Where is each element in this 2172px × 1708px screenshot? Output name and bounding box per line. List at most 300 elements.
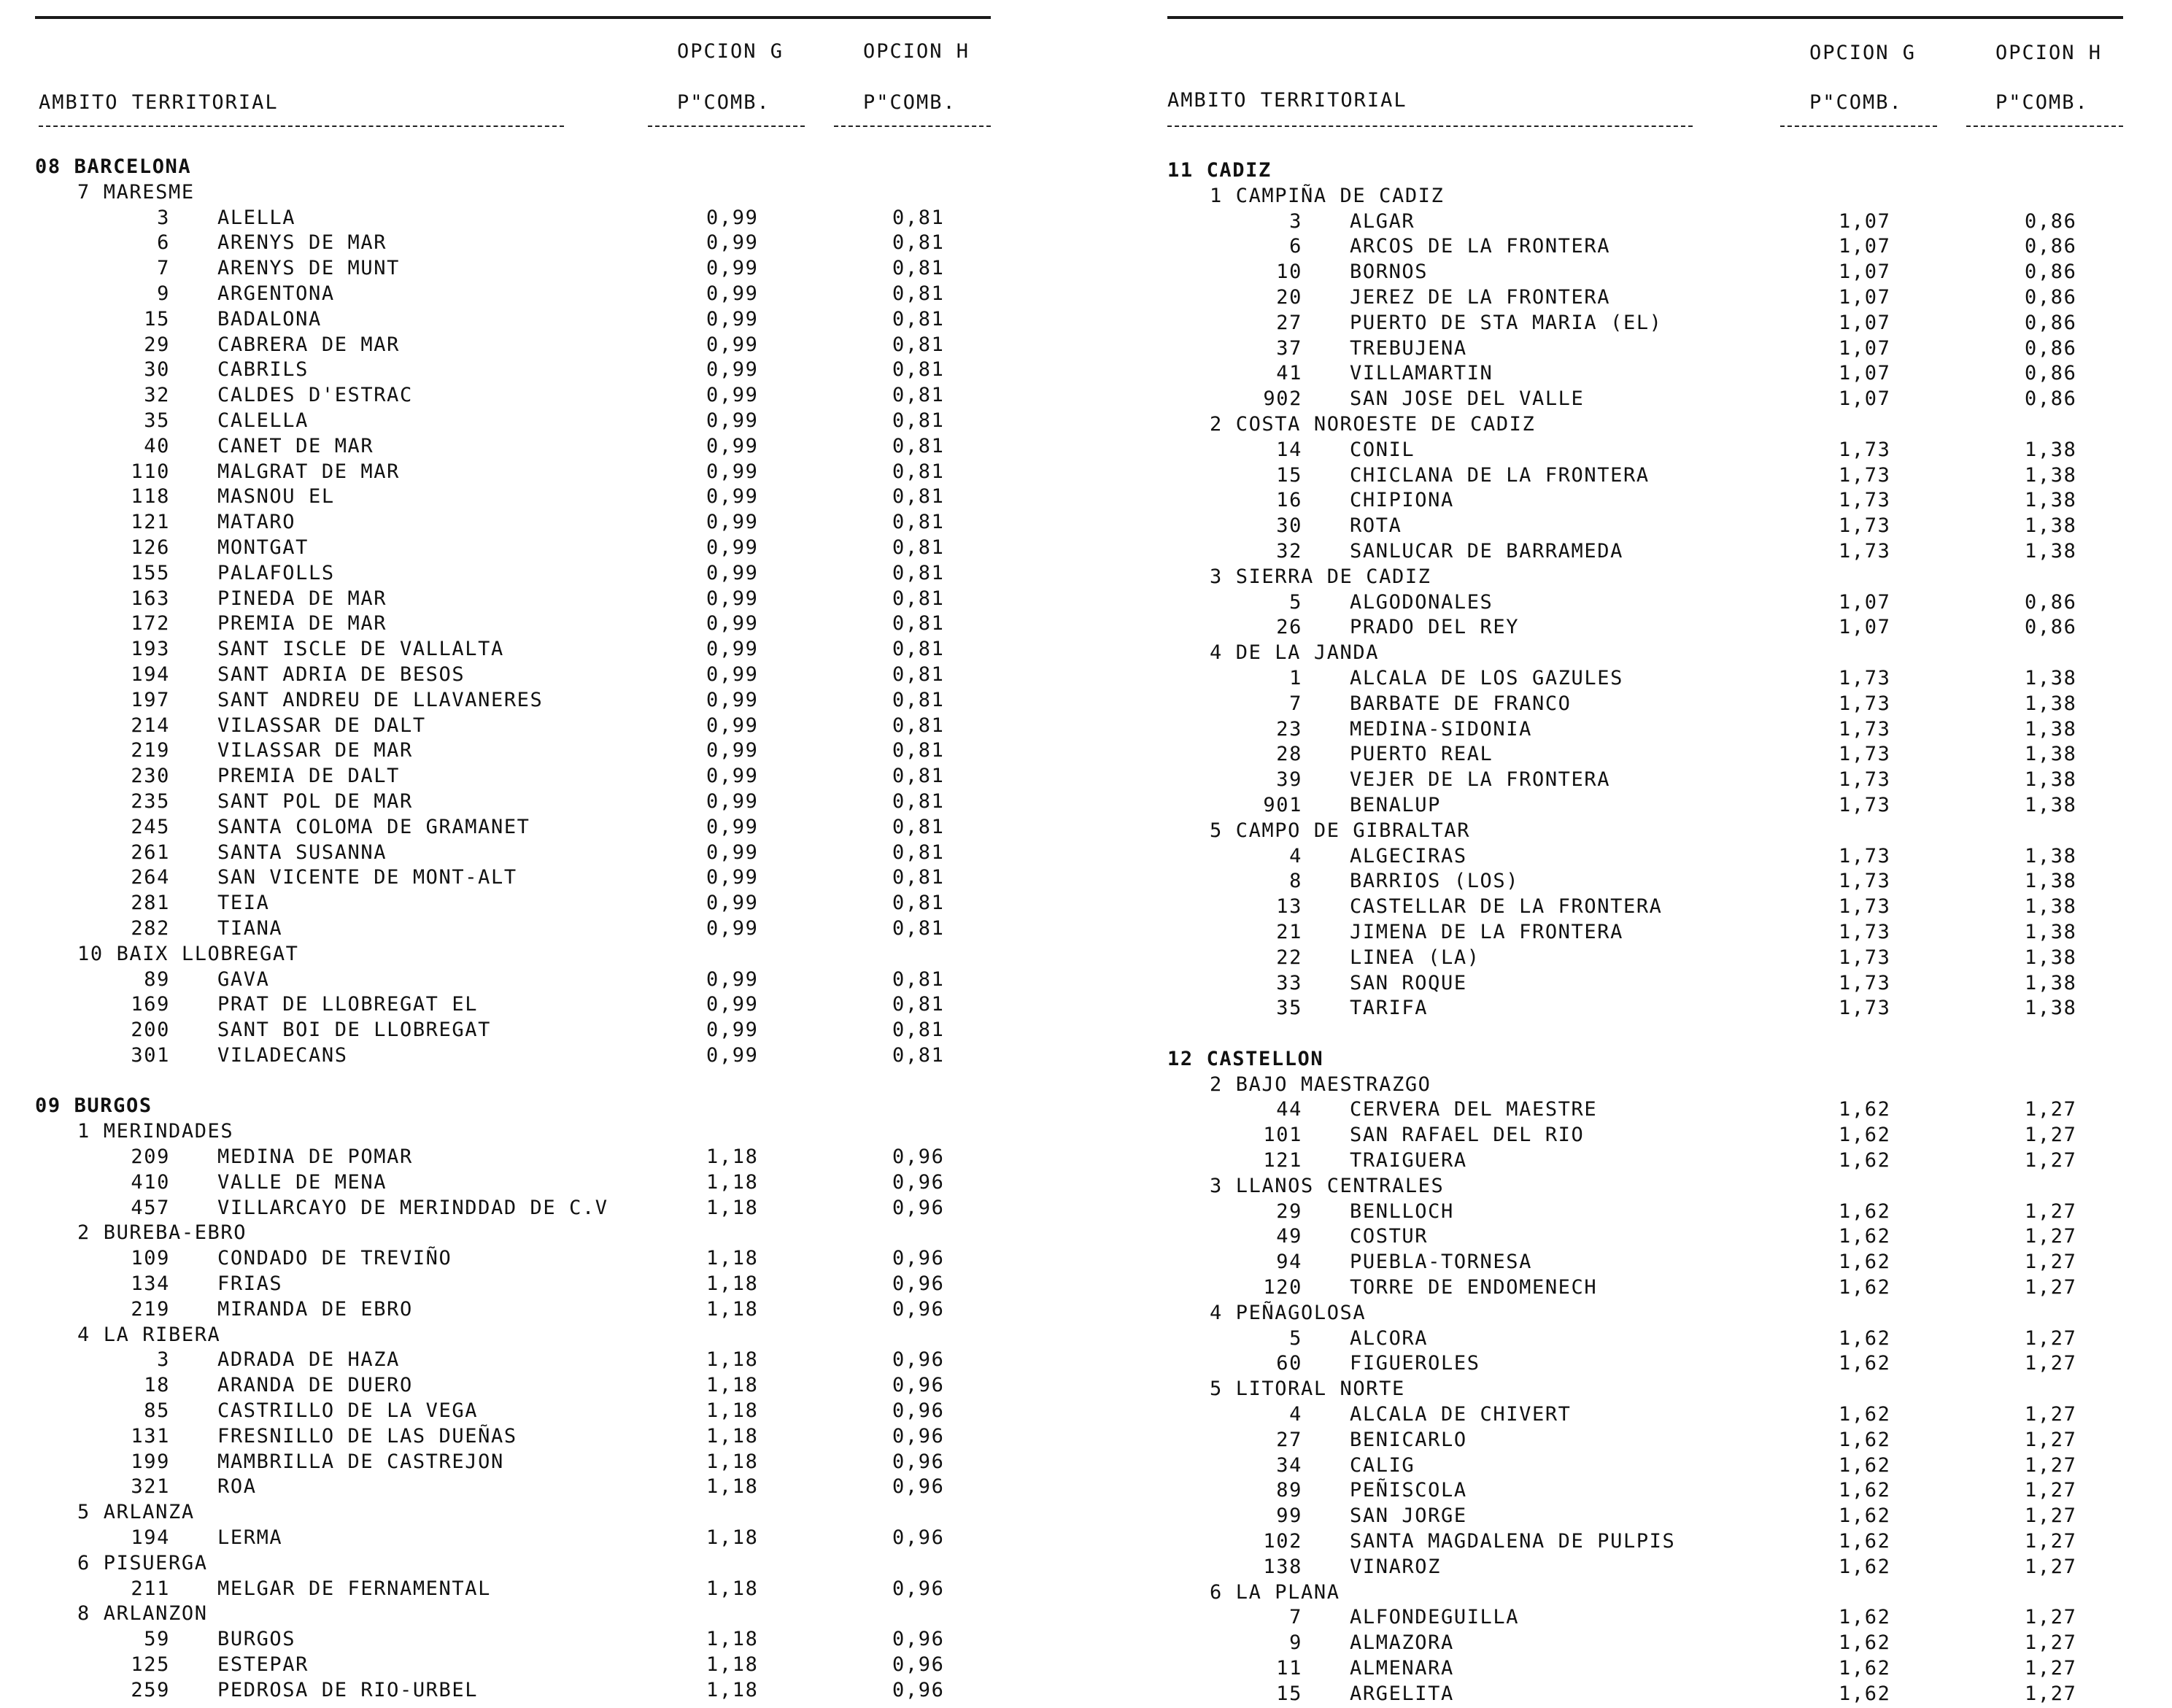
municipality-row [35, 1374, 1035, 1399]
municipality-row [1167, 387, 2167, 413]
municipality-name: ARGENTONA [217, 282, 335, 305]
header-pcomb-h: P"COMB. [863, 91, 956, 114]
municipality-code: 22 [1276, 946, 1302, 969]
opcion-g-value: 1,07 [1839, 336, 1891, 360]
municipality-row [35, 739, 1035, 765]
header-ambito: AMBITO TERRITORIAL [1167, 89, 1407, 112]
municipality-row [35, 1197, 1035, 1222]
opcion-g-value: 1,73 [1839, 463, 1891, 487]
comarca-row [1167, 1377, 2167, 1403]
comarca-name: 5 LITORAL NORTE [1210, 1377, 1405, 1401]
opcion-g-value: 1,07 [1839, 209, 1891, 233]
comarca-name: 6 PISUERGA [77, 1551, 208, 1574]
municipality-row [1167, 1149, 2167, 1175]
opcion-h-value: 1,38 [2025, 438, 2077, 461]
municipality-name: PRAT DE LLOBREGAT EL [217, 993, 479, 1016]
municipality-code: 211 [131, 1577, 170, 1600]
opcion-g-value: 1,73 [1839, 743, 1891, 766]
opcion-g-value: 1,62 [1839, 1631, 1891, 1655]
municipality-row [35, 1298, 1035, 1323]
municipality-row [35, 460, 1035, 486]
municipality-name: ALGECIRAS [1350, 844, 1467, 867]
opcion-h-value: 0,81 [892, 460, 945, 483]
comarca-row [1167, 185, 2167, 210]
opcion-g-value: 0,99 [706, 561, 759, 584]
municipality-code: 230 [131, 765, 170, 788]
opcion-g-value: 0,99 [706, 638, 759, 661]
municipality-name: PINEDA DE MAR [217, 587, 387, 610]
opcion-h-value: 0,86 [2025, 336, 2077, 360]
opcion-g-value: 0,99 [706, 892, 759, 915]
municipality-row [1167, 362, 2167, 387]
municipality-name: CASTELLAR DE LA FRONTERA [1350, 895, 1663, 919]
municipality-name: CHIPIONA [1350, 489, 1454, 512]
opcion-g-value: 1,18 [706, 1399, 759, 1423]
municipality-name: ARCOS DE LA FRONTERA [1350, 235, 1611, 258]
municipality-name: COSTUR [1350, 1225, 1429, 1248]
municipality-row [1167, 997, 2167, 1022]
municipality-name: MEDINA DE POMAR [217, 1145, 413, 1169]
header-underline [1780, 125, 1937, 127]
top-rule [1167, 16, 2123, 19]
municipality-name: ADRADA DE HAZA [217, 1348, 400, 1372]
municipality-code: 7 [1289, 1606, 1302, 1629]
opcion-g-value: 1,62 [1839, 1124, 1891, 1147]
opcion-g-value: 0,99 [706, 765, 759, 788]
opcion-h-value: 0,81 [892, 765, 945, 788]
municipality-row [1167, 1606, 2167, 1631]
opcion-h-value: 1,27 [2025, 1251, 2077, 1274]
municipality-row [35, 358, 1035, 384]
opcion-g-value: 0,99 [706, 231, 759, 255]
opcion-g-value: 1,62 [1839, 1453, 1891, 1477]
municipality-name: BENALUP [1350, 793, 1441, 816]
municipality-row [35, 282, 1035, 308]
municipality-row [1167, 1530, 2167, 1556]
opcion-h-value: 1,27 [2025, 1098, 2077, 1121]
opcion-g-value: 1,18 [706, 1272, 759, 1296]
municipality-row [1167, 845, 2167, 870]
municipality-row [35, 511, 1035, 536]
municipality-name: MASNOU EL [217, 485, 335, 509]
opcion-h-value: 0,81 [892, 714, 945, 737]
municipality-code: 16 [1276, 489, 1302, 512]
opcion-h-value: 0,86 [2025, 260, 2077, 284]
header-underline [39, 125, 564, 127]
opcion-h-value: 0,81 [892, 282, 945, 305]
opcion-h-value: 1,27 [2025, 1530, 2077, 1553]
municipality-code: 30 [1276, 514, 1302, 538]
municipality-code: 410 [131, 1170, 170, 1194]
municipality-code: 101 [1263, 1124, 1302, 1147]
opcion-g-value: 1,62 [1839, 1326, 1891, 1350]
opcion-h-value: 1,38 [2025, 895, 2077, 919]
municipality-name: TORRE DE ENDOMENECH [1350, 1276, 1598, 1299]
opcion-g-value: 1,73 [1839, 844, 1891, 867]
municipality-row [1167, 1251, 2167, 1276]
municipality-row [1167, 260, 2167, 286]
municipality-name: ARENYS DE MUNT [217, 257, 400, 280]
opcion-h-value: 1,38 [2025, 717, 2077, 741]
municipality-row [1167, 286, 2167, 312]
opcion-h-value: 0,86 [2025, 311, 2077, 334]
opcion-g-value: 1,62 [1839, 1098, 1891, 1121]
opcion-g-value: 1,07 [1839, 235, 1891, 258]
comarca-name: 10 BAIX LLOBREGAT [77, 942, 299, 965]
municipality-code: 219 [131, 1297, 170, 1321]
municipality-row [35, 257, 1035, 282]
opcion-g-value: 1,62 [1839, 1606, 1891, 1629]
opcion-h-value: 1,27 [2025, 1504, 2077, 1528]
opcion-h-value: 1,38 [2025, 793, 2077, 816]
opcion-g-value: 1,18 [706, 1374, 759, 1397]
municipality-name: CERVERA DEL MAESTRE [1350, 1098, 1598, 1121]
municipality-name: CABRERA DE MAR [217, 333, 400, 356]
municipality-name: VILADECANS [217, 1043, 348, 1067]
opcion-h-value: 1,27 [2025, 1199, 2077, 1223]
opcion-g-value: 1,62 [1839, 1479, 1891, 1502]
municipality-name: GAVA [217, 967, 270, 991]
municipality-row [35, 231, 1035, 257]
header-underline [834, 125, 991, 127]
municipality-code: 282 [131, 916, 170, 940]
opcion-h-value: 0,96 [892, 1628, 945, 1651]
opcion-h-value: 0,86 [2025, 616, 2077, 639]
right-table [1167, 159, 2167, 1708]
comarca-row [1167, 413, 2167, 438]
municipality-code: 99 [1276, 1504, 1302, 1528]
municipality-name: PALAFOLLS [217, 561, 335, 584]
comarca-name: 1 MERINDADES [77, 1120, 234, 1143]
comarca-name: 5 CAMPO DE GIBRALTAR [1210, 819, 1471, 842]
header-opcion-g: OPCION G [677, 40, 784, 63]
opcion-g-value: 0,99 [706, 409, 759, 432]
municipality-name: LERMA [217, 1526, 283, 1550]
opcion-h-value: 0,96 [892, 1424, 945, 1448]
municipality-name: CONDADO DE TREVIÑO [217, 1247, 452, 1270]
opcion-h-value: 0,81 [892, 662, 945, 686]
opcion-h-value: 0,96 [892, 1678, 945, 1701]
municipality-name: FRIAS [217, 1272, 283, 1296]
opcion-h-value: 1,27 [2025, 1149, 2077, 1172]
municipality-code: 281 [131, 892, 170, 915]
municipality-code: 89 [1276, 1479, 1302, 1502]
municipality-name: TIANA [217, 916, 283, 940]
municipality-row [35, 384, 1035, 409]
municipality-code: 6 [1289, 235, 1302, 258]
opcion-g-value: 1,62 [1839, 1428, 1891, 1451]
municipality-name: ESTEPAR [217, 1653, 309, 1677]
comarca-row [35, 1120, 1035, 1145]
opcion-g-value: 0,99 [706, 815, 759, 838]
opcion-g-value: 0,99 [706, 1019, 759, 1042]
municipality-code: 11 [1276, 1657, 1302, 1680]
municipality-code: 14 [1276, 438, 1302, 461]
municipality-name: PEÑISCOLA [1350, 1479, 1467, 1502]
opcion-h-value: 0,81 [892, 307, 945, 331]
province-name: 08 BARCELONA [35, 155, 192, 178]
municipality-code: 301 [131, 1043, 170, 1067]
opcion-g-value: 0,99 [706, 333, 759, 356]
row-gap [35, 1070, 1035, 1095]
municipality-code: 44 [1276, 1098, 1302, 1121]
header-opcion-h: OPCION H [863, 40, 970, 63]
municipality-name: ARGELITA [1350, 1682, 1454, 1705]
municipality-code: 94 [1276, 1251, 1302, 1274]
opcion-g-value: 0,99 [706, 307, 759, 331]
opcion-h-value: 1,27 [2025, 1631, 2077, 1655]
header-underline [1966, 125, 2123, 127]
municipality-row [35, 1679, 1035, 1704]
comarca-name: 1 CAMPIÑA DE CADIZ [1210, 184, 1445, 207]
municipality-row [35, 1044, 1035, 1070]
municipality-row [1167, 895, 2167, 921]
municipality-name: VEJER DE LA FRONTERA [1350, 768, 1611, 792]
opcion-h-value: 0,81 [892, 1019, 945, 1042]
municipality-name: VILLARCAYO DE MERINDDAD DE C.V [217, 1196, 608, 1219]
comarca-row [35, 1221, 1035, 1247]
municipality-code: 20 [1276, 285, 1302, 309]
municipality-code: 1 [1289, 666, 1302, 689]
municipality-row [35, 1399, 1035, 1425]
municipality-row [35, 333, 1035, 359]
municipality-code: 134 [131, 1272, 170, 1296]
municipality-name: SANT POL DE MAR [217, 789, 413, 813]
opcion-h-value: 0,96 [892, 1145, 945, 1169]
province-name: 11 CADIZ [1167, 159, 1272, 182]
municipality-code: 200 [131, 1019, 170, 1042]
municipality-code: 131 [131, 1424, 170, 1448]
municipality-name: ALGAR [1350, 209, 1415, 233]
municipality-code: 901 [1263, 793, 1302, 816]
comarca-row [1167, 1302, 2167, 1327]
municipality-code: 118 [131, 485, 170, 509]
municipality-row [35, 1425, 1035, 1450]
opcion-g-value: 0,99 [706, 739, 759, 762]
comarca-name: 5 ARLANZA [77, 1501, 195, 1524]
opcion-g-value: 1,18 [706, 1475, 759, 1499]
opcion-g-value: 1,73 [1839, 793, 1891, 816]
municipality-row [1167, 235, 2167, 260]
comarca-row [1167, 641, 2167, 667]
municipality-name: MALGRAT DE MAR [217, 460, 400, 483]
municipality-row [35, 536, 1035, 562]
municipality-code: 194 [131, 662, 170, 686]
opcion-h-value: 1,27 [2025, 1682, 2077, 1705]
municipality-code: 23 [1276, 717, 1302, 741]
municipality-code: 7 [1289, 692, 1302, 715]
municipality-name: TREBUJENA [1350, 336, 1467, 360]
province-name: 09 BURGOS [35, 1094, 152, 1118]
municipality-name: SANTA COLOMA DE GRAMANET [217, 815, 530, 838]
opcion-g-value: 0,99 [706, 841, 759, 864]
opcion-h-value: 0,96 [892, 1526, 945, 1550]
opcion-h-value: 0,81 [892, 967, 945, 991]
opcion-g-value: 1,62 [1839, 1149, 1891, 1172]
municipality-row [1167, 1657, 2167, 1682]
comarca-row [35, 1552, 1035, 1577]
opcion-g-value: 1,73 [1839, 997, 1891, 1020]
municipality-name: ROA [217, 1475, 257, 1499]
municipality-row [35, 1247, 1035, 1272]
opcion-h-value: 1,38 [2025, 539, 2077, 563]
municipality-name: TARIFA [1350, 997, 1429, 1020]
opcion-g-value: 1,18 [706, 1297, 759, 1321]
municipality-name: PUERTO DE STA MARIA (EL) [1350, 311, 1663, 334]
opcion-h-value: 1,27 [2025, 1555, 2077, 1578]
opcion-g-value: 0,99 [706, 866, 759, 889]
municipality-code: 10 [1276, 260, 1302, 284]
municipality-code: 35 [144, 409, 170, 432]
opcion-g-value: 1,62 [1839, 1276, 1891, 1299]
comarca-row [35, 1602, 1035, 1628]
municipality-name: CHICLANA DE LA FRONTERA [1350, 463, 1650, 487]
municipality-name: CANET DE MAR [217, 434, 374, 457]
opcion-g-value: 0,99 [706, 612, 759, 635]
opcion-h-value: 0,86 [2025, 209, 2077, 233]
municipality-name: SANT BOI DE LLOBREGAT [217, 1019, 491, 1042]
municipality-name: ALCALA DE CHIVERT [1350, 1403, 1572, 1426]
comarca-row [35, 1323, 1035, 1349]
municipality-row [35, 968, 1035, 994]
opcion-g-value: 1,62 [1839, 1251, 1891, 1274]
opcion-g-value: 0,99 [706, 688, 759, 711]
municipality-row [1167, 768, 2167, 794]
municipality-row [1167, 1403, 2167, 1429]
opcion-g-value: 0,99 [706, 789, 759, 813]
opcion-h-value: 1,38 [2025, 768, 2077, 792]
comarca-name: 8 ARLANZON [77, 1602, 208, 1626]
opcion-h-value: 0,81 [892, 257, 945, 280]
municipality-row [1167, 692, 2167, 718]
municipality-row [1167, 667, 2167, 692]
opcion-g-value: 1,73 [1839, 717, 1891, 741]
municipality-row [35, 689, 1035, 714]
municipality-name: PUEBLA-TORNESA [1350, 1251, 1532, 1274]
municipality-code: 89 [144, 967, 170, 991]
municipality-code: 3 [1289, 209, 1302, 233]
opcion-h-value: 1,38 [2025, 743, 2077, 766]
municipality-row [1167, 921, 2167, 946]
municipality-code: 264 [131, 866, 170, 889]
opcion-g-value: 0,99 [706, 485, 759, 509]
municipality-code: 121 [131, 511, 170, 534]
opcion-h-value: 0,81 [892, 815, 945, 838]
municipality-code: 121 [1263, 1149, 1302, 1172]
municipality-row [1167, 870, 2167, 895]
opcion-h-value: 0,81 [892, 358, 945, 382]
opcion-h-value: 1,38 [2025, 692, 2077, 715]
municipality-row [1167, 1225, 2167, 1251]
municipality-code: 126 [131, 536, 170, 559]
opcion-g-value: 1,73 [1839, 539, 1891, 563]
municipality-name: PEDROSA DE RIO-URBEL [217, 1678, 479, 1701]
comarca-name: 4 PEÑAGOLOSA [1210, 1301, 1367, 1324]
opcion-h-value: 1,27 [2025, 1657, 2077, 1680]
municipality-name: PREMIA DE DALT [217, 765, 400, 788]
municipality-row [1167, 464, 2167, 490]
municipality-name: BENICARLO [1350, 1428, 1467, 1451]
opcion-h-value: 0,81 [892, 789, 945, 813]
opcion-g-value: 1,18 [706, 1678, 759, 1701]
province-row [35, 1094, 1035, 1120]
comarca-name: 2 BUREBA-EBRO [77, 1221, 247, 1245]
opcion-g-value: 0,99 [706, 282, 759, 305]
municipality-name: FIGUEROLES [1350, 1352, 1480, 1375]
opcion-h-value: 1,27 [2025, 1326, 2077, 1350]
municipality-code: 49 [1276, 1225, 1302, 1248]
opcion-g-value: 0,99 [706, 662, 759, 686]
municipality-row [35, 663, 1035, 689]
opcion-g-value: 1,07 [1839, 616, 1891, 639]
municipality-code: 21 [1276, 920, 1302, 943]
municipality-name: ARENYS DE MAR [217, 231, 387, 255]
municipality-code: 199 [131, 1450, 170, 1473]
comarca-row [35, 943, 1035, 968]
municipality-row [1167, 312, 2167, 337]
municipality-row [1167, 1556, 2167, 1581]
municipality-name: JEREZ DE LA FRONTERA [1350, 285, 1611, 309]
municipality-code: 29 [1276, 1199, 1302, 1223]
opcion-h-value: 0,96 [892, 1170, 945, 1194]
municipality-row [1167, 438, 2167, 464]
comarca-row [35, 1501, 1035, 1526]
province-row [1167, 159, 2167, 185]
municipality-code: 26 [1276, 616, 1302, 639]
municipality-name: MELGAR DE FERNAMENTAL [217, 1577, 491, 1600]
comarca-name: 4 LA RIBERA [77, 1323, 221, 1346]
opcion-h-value: 0,81 [892, 409, 945, 432]
municipality-name: MONTGAT [217, 536, 309, 559]
opcion-g-value: 1,73 [1839, 514, 1891, 538]
opcion-h-value: 1,38 [2025, 997, 2077, 1020]
opcion-g-value: 1,07 [1839, 590, 1891, 614]
municipality-name: JIMENA DE LA FRONTERA [1350, 920, 1623, 943]
opcion-g-value: 1,73 [1839, 920, 1891, 943]
opcion-g-value: 1,18 [706, 1170, 759, 1194]
municipality-row [1167, 540, 2167, 565]
opcion-h-value: 1,27 [2025, 1453, 2077, 1477]
municipality-row [35, 1450, 1035, 1476]
opcion-h-value: 1,27 [2025, 1479, 2077, 1502]
municipality-code: 27 [1276, 311, 1302, 334]
municipality-code: 41 [1276, 362, 1302, 385]
opcion-h-value: 1,27 [2025, 1225, 2077, 1248]
municipality-code: 39 [1276, 768, 1302, 792]
opcion-g-value: 0,99 [706, 384, 759, 407]
municipality-row [1167, 1124, 2167, 1149]
municipality-code: 33 [1276, 971, 1302, 994]
opcion-h-value: 0,81 [892, 916, 945, 940]
municipality-name: CASTRILLO DE LA VEGA [217, 1399, 479, 1423]
municipality-row [35, 1628, 1035, 1653]
municipality-code: 4 [1289, 1403, 1302, 1426]
opcion-h-value: 0,81 [892, 638, 945, 661]
opcion-g-value: 1,73 [1839, 438, 1891, 461]
comarca-name: 6 LA PLANA [1210, 1580, 1340, 1604]
opcion-h-value: 1,27 [2025, 1403, 2077, 1426]
opcion-h-value: 0,81 [892, 536, 945, 559]
municipality-code: 15 [144, 307, 170, 331]
municipality-name: CABRILS [217, 358, 309, 382]
opcion-g-value: 1,18 [706, 1196, 759, 1219]
opcion-g-value: 1,62 [1839, 1530, 1891, 1553]
opcion-h-value: 1,27 [2025, 1428, 2077, 1451]
opcion-h-value: 1,27 [2025, 1606, 2077, 1629]
opcion-h-value: 0,81 [892, 866, 945, 889]
municipality-code: 28 [1276, 743, 1302, 766]
municipality-code: 197 [131, 688, 170, 711]
